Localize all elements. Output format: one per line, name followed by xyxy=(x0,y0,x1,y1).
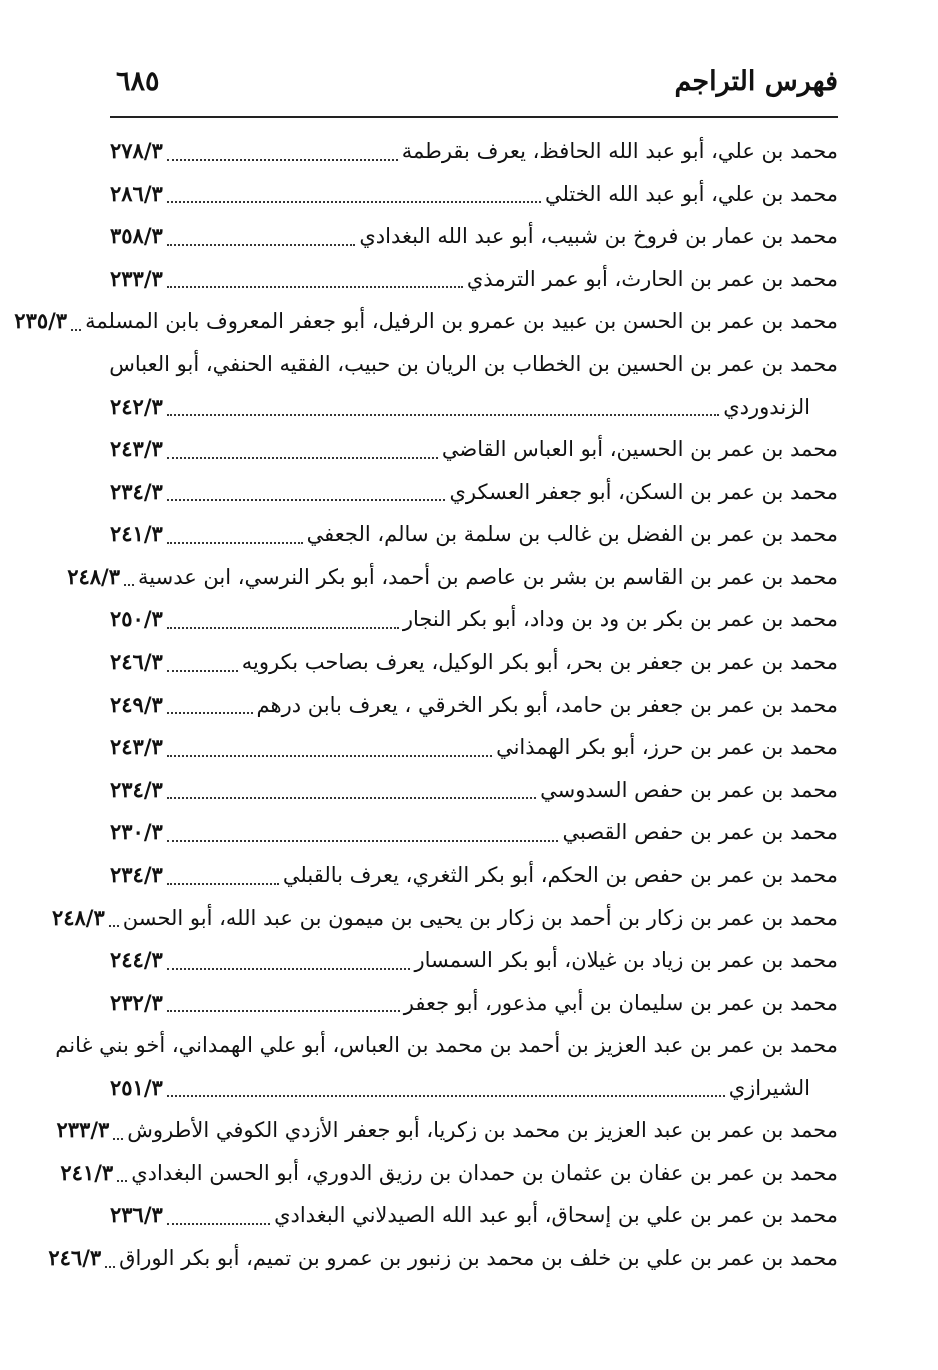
entry-reference: ٢٤١/٣ xyxy=(110,521,163,547)
entry-reference: ٢٤٦/٣ xyxy=(110,648,163,674)
entry-reference: ٢٣٤/٣ xyxy=(110,478,163,504)
entry-reference: ٢٥٠/٣ xyxy=(110,606,163,632)
index-entry xyxy=(56,1109,838,1152)
dot-leader xyxy=(167,457,438,459)
index-entry xyxy=(110,939,838,982)
dot-leader xyxy=(167,542,303,544)
index-entry xyxy=(60,1152,838,1195)
index-entry xyxy=(110,1194,838,1237)
page-title: فهرس التراجم xyxy=(674,66,838,97)
index-entry xyxy=(67,556,838,599)
entry-continuation: الشيرازي xyxy=(728,1075,810,1100)
entry-reference: ٢٤٨/٣ xyxy=(51,904,105,930)
entry-name: محمد بن عمر بن الحسين، أبو العباس القاضي xyxy=(441,436,838,461)
entry-reference: ٢٣٢/٣ xyxy=(110,989,163,1015)
entry-name: محمد بن علي، أبو عبد الله الختلي xyxy=(544,181,838,206)
index-entry xyxy=(110,769,838,812)
dot-leader xyxy=(71,329,81,331)
entry-name: محمد بن عمر بن حفص القصبي xyxy=(562,820,838,845)
entry-reference: ٢٣٤/٣ xyxy=(110,776,163,802)
index-entry xyxy=(110,684,838,727)
entry-reference: ٢٨٦/٣ xyxy=(110,180,163,206)
entry-name: محمد بن علي، أبو عبد الله الحافظ، يعرف بقرطمة xyxy=(401,139,838,163)
entry-reference: ٢٣٤/٣ xyxy=(110,861,163,887)
dot-leader xyxy=(167,1010,400,1012)
dot-leader xyxy=(167,755,492,757)
index-entry xyxy=(110,173,838,216)
entry-first-line: محمد بن عمر بن عبد العزيز بن أحمد بن محمد بن العباس، أبو علي الهمداني، أخو بني غانم xyxy=(55,1033,838,1058)
entry-reference: ٢٤٢/٣ xyxy=(110,393,163,419)
index-entry xyxy=(110,343,838,428)
dot-leader xyxy=(167,499,446,501)
index-entry xyxy=(14,300,838,343)
entry-name: محمد بن عمر بن جعفر بن بحر، أبو بكر الوكيل، يعرف بصاحب بكرويه xyxy=(241,649,838,674)
dot-leader xyxy=(167,1223,270,1225)
entry-name: محمد بن عمر بن حرز، أبو بكر الهمذاني xyxy=(496,735,838,760)
dot-leader xyxy=(167,159,398,161)
entry-reference: ٢٤٣/٣ xyxy=(110,734,163,760)
dot-leader xyxy=(105,1266,115,1268)
page-header xyxy=(110,60,838,118)
entry-reference: ٢٥١/٣ xyxy=(110,1074,163,1100)
entry-reference: ٢٤٣/٣ xyxy=(110,435,163,461)
dot-leader xyxy=(167,797,536,799)
index-entry xyxy=(110,854,838,897)
entry-continuation-line xyxy=(110,1067,838,1110)
entry-continuation-line xyxy=(110,386,838,429)
entry-first-line: محمد بن عمر بن الحسين بن الخطاب بن الريان بن حبيب، الفقيه الحنفي، أبو العباس xyxy=(109,351,838,376)
index-entry xyxy=(110,130,838,173)
entry-name: محمد بن عمر بن زياد بن غيلان، أبو بكر السمسار xyxy=(414,948,838,973)
entry-name: محمد بن عمر بن حفص السدوسي xyxy=(540,777,838,802)
entry-reference: ٢٣٥/٣ xyxy=(14,308,68,334)
entry-name: محمد بن عمر بن علي بن إسحاق، أبو عبد الله الصيدلاني البغدادي xyxy=(274,1203,838,1228)
entry-reference: ٢٤٦/٣ xyxy=(48,1245,102,1271)
dot-leader xyxy=(109,925,119,927)
dot-leader xyxy=(167,244,356,246)
page-number: ٦٨٥ xyxy=(116,66,160,97)
entry-name: محمد بن عمر بن بكر بن ود بن وداد، أبو بكر النجار xyxy=(402,607,838,632)
dot-leader xyxy=(167,840,559,842)
index-entry xyxy=(110,428,838,471)
entry-name: محمد بن عمر بن سليمان بن أبي مذعور، أبو جعفر xyxy=(403,990,838,1015)
index-entry xyxy=(110,471,838,514)
entry-continuation: الزندوردي xyxy=(723,394,810,419)
dot-leader xyxy=(124,584,134,586)
index-entry xyxy=(110,215,838,258)
entry-name: محمد بن عمر بن الحسن بن عبيد بن عمرو بن الرفيل، أبو جعفر المعروف بابن المسلمة xyxy=(85,309,838,334)
entry-reference: ٢٤١/٣ xyxy=(60,1159,114,1185)
dot-leader xyxy=(167,670,238,672)
index-entry xyxy=(55,1024,838,1109)
entry-reference: ٢٧٨/٣ xyxy=(110,138,163,163)
entry-name: محمد بن عمر بن السكن، أبو جعفر العسكري xyxy=(449,479,838,504)
entry-name: محمد بن عمر بن القاسم بن بشر بن عاصم بن أحمد، أبو بكر النرسي، ابن عدسية xyxy=(138,564,838,589)
dot-leader xyxy=(167,1095,725,1097)
entry-reference: ٢٣٠/٣ xyxy=(110,819,163,845)
dot-leader xyxy=(117,1180,127,1182)
dot-leader xyxy=(167,968,411,970)
entry-name: محمد بن عمار بن فروخ بن شبيب، أبو عبد الله البغدادي xyxy=(359,224,838,249)
entry-name: محمد بن عمر بن عبد العزيز بن محمد بن زكريا، أبو جعفر الأزدي الكوفي الأطروش xyxy=(127,1118,838,1143)
index-entry xyxy=(110,641,838,684)
entry-name: محمد بن عمر بن حفص بن الحكم، أبو بكر الثغري، يعرف بالقبلي xyxy=(282,862,838,887)
index-entry xyxy=(48,1237,838,1280)
index-entry xyxy=(110,982,838,1025)
entry-reference: ٢٣٣/٣ xyxy=(56,1117,110,1143)
index-entry xyxy=(51,897,838,940)
index-entry xyxy=(110,513,838,556)
dot-leader xyxy=(167,627,399,629)
entry-name: محمد بن عمر بن الحارث، أبو عمر الترمذي xyxy=(466,266,838,291)
index-entry xyxy=(110,811,838,854)
entry-reference: ٢٣٦/٣ xyxy=(110,1202,163,1228)
entry-name: محمد بن عمر بن عفان بن عثمان بن حمدان بن رزيق الدوري، أبو الحسن البغدادي xyxy=(131,1160,838,1185)
dot-leader xyxy=(113,1138,123,1140)
dot-leader xyxy=(167,286,463,288)
dot-leader xyxy=(167,414,719,416)
entry-reference: ٢٤٩/٣ xyxy=(110,691,163,717)
entry-name: محمد بن عمر بن علي بن خلف بن محمد بن زنبور بن عمرو بن تميم، أبو بكر الوراق xyxy=(119,1246,838,1271)
entry-list xyxy=(14,130,838,1280)
dot-leader xyxy=(167,883,279,885)
entry-name: محمد بن عمر بن زكار بن أحمد بن زكار بن يحيى بن ميمون بن عبد الله، أبو الحسن xyxy=(122,905,838,930)
entry-name: محمد بن عمر بن الفضل بن غالب بن سلمة بن سالم، الجعفي xyxy=(306,522,838,547)
dot-leader xyxy=(167,201,541,203)
entry-reference: ٢٤٤/٣ xyxy=(110,947,163,973)
index-entry xyxy=(110,598,838,641)
entry-reference: ٢٣٣/٣ xyxy=(110,265,163,291)
dot-leader xyxy=(167,712,253,714)
index-entry xyxy=(110,258,838,301)
entry-name: محمد بن عمر بن جعفر بن حامد، أبو بكر الخرقي ، يعرف بابن درهم xyxy=(256,692,838,717)
index-entry xyxy=(110,726,838,769)
entry-reference: ٣٥٨/٣ xyxy=(110,223,163,249)
entry-reference: ٢٤٨/٣ xyxy=(67,563,120,589)
